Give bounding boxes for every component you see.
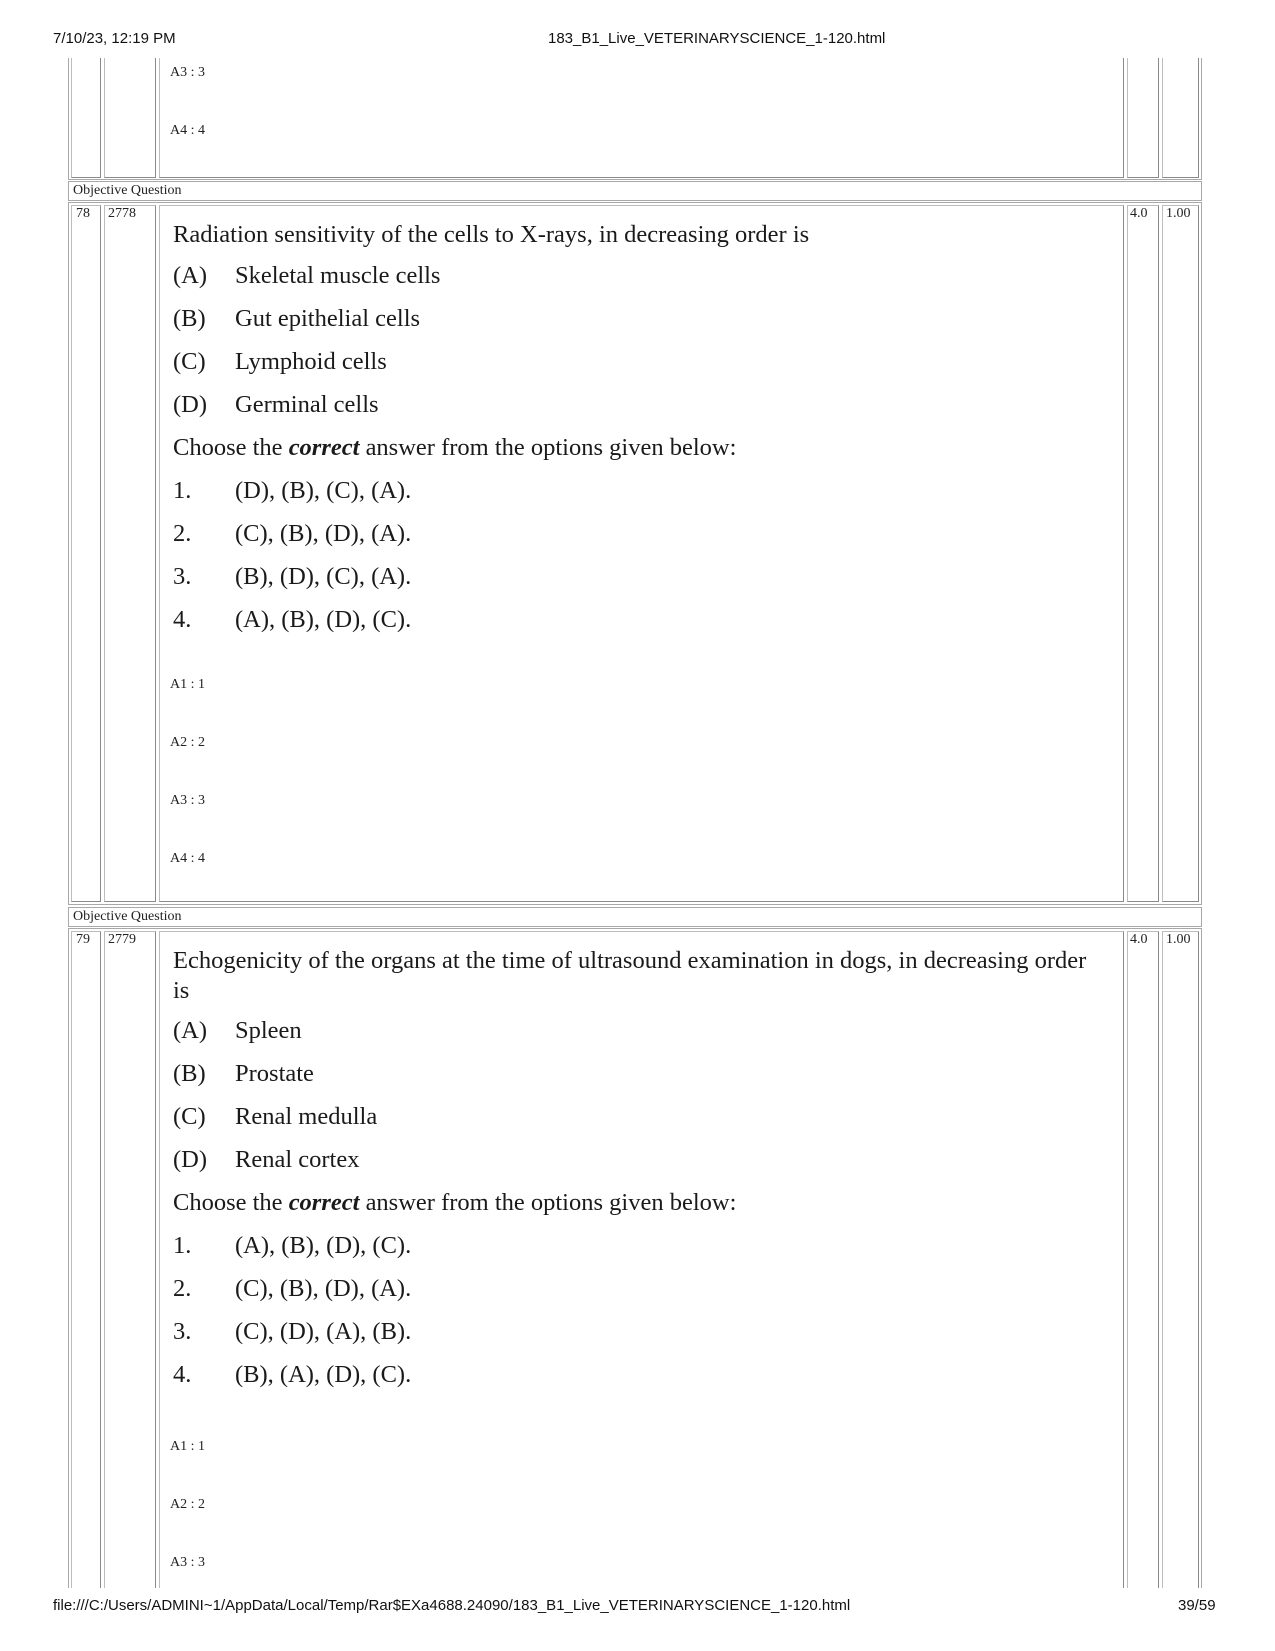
question-type-label: Objective Question — [73, 909, 182, 924]
answer-key-1: A1 : 1 — [170, 677, 205, 692]
choose-text-post: answer from the options given below: — [359, 1189, 737, 1216]
question-marks-cell — [1127, 931, 1159, 1588]
print-datetime: 7/10/23, 12:19 PM — [53, 30, 176, 47]
choose-text-post: answer from the options given below: — [359, 434, 737, 461]
statement-text: Germinal cells — [235, 391, 379, 418]
statement-label: (C) — [173, 348, 206, 375]
question-marks: 4.0 — [1130, 932, 1148, 947]
answer-option — [173, 606, 411, 634]
statement-text: Renal medulla — [235, 1103, 378, 1130]
statement-item — [173, 1146, 360, 1174]
statement-item — [173, 305, 420, 333]
statement-label: (C) — [173, 1103, 206, 1130]
statement-text: Spleen — [235, 1017, 302, 1044]
previous-marks-cell — [1127, 58, 1159, 178]
answer-key-2: A2 : 2 — [170, 735, 205, 750]
question-negative-marks: 1.00 — [1166, 932, 1191, 947]
choose-instruction — [173, 434, 736, 462]
answer-option — [173, 520, 411, 548]
question-number-cell — [71, 205, 101, 902]
statement-item — [173, 262, 440, 290]
question-id-cell — [104, 931, 156, 1588]
option-text: (B), (D), (C), (A). — [235, 563, 412, 590]
choose-text-emphasis: correct — [288, 434, 360, 461]
answer-option — [173, 477, 411, 505]
choose-text-pre: Choose the — [173, 434, 289, 461]
print-file-path: file:///C:/Users/ADMINI~1/AppData/Local/Temp/Rar$EXa4688.24090/183_B1_Live_VETERINARYSCIENCE_1-120.html — [53, 1597, 851, 1614]
answer-option — [173, 1232, 411, 1260]
option-text: (A), (B), (D), (C). — [235, 606, 412, 633]
previous-negative-cell — [1162, 58, 1199, 178]
question-number-cell — [71, 931, 101, 1588]
question-id-cell — [104, 205, 156, 902]
question-negative-marks: 1.00 — [1166, 206, 1191, 221]
statement-text: Lymphoid cells — [235, 348, 387, 375]
question-number: 79 — [76, 932, 90, 947]
statement-item — [173, 1060, 314, 1088]
previous-content-cell — [159, 58, 1124, 178]
statement-label: (A) — [173, 1017, 208, 1044]
statement-text: Gut epithelial cells — [235, 305, 421, 332]
option-label: 4. — [173, 1361, 192, 1388]
choose-instruction — [173, 1189, 736, 1217]
statement-label: (D) — [173, 391, 208, 418]
option-label: 3. — [173, 1318, 192, 1345]
question-text: Echogenicity of the organs at the time of ultrasound examination in dogs, in decreasing order is — [173, 947, 1087, 1004]
choose-text-pre: Choose the — [173, 1189, 289, 1216]
question-marks-cell — [1127, 205, 1159, 902]
statement-item — [173, 348, 387, 376]
print-title: 183_B1_Live_VETERINARYSCIENCE_1-120.html — [548, 30, 886, 47]
question-id: 2778 — [108, 206, 136, 221]
option-label: 2. — [173, 520, 192, 547]
answer-key-4: A4 : 4 — [170, 851, 205, 866]
statement-text: Renal cortex — [235, 1146, 360, 1173]
option-text: (C), (B), (D), (A). — [235, 520, 412, 547]
question-negative-cell — [1162, 205, 1199, 902]
statement-item — [173, 1103, 377, 1131]
statement-label: (D) — [173, 1146, 208, 1173]
question-type-label: Objective Question — [73, 183, 182, 198]
answer-key-1: A1 : 1 — [170, 1439, 205, 1454]
answer-key-3: A3 : 3 — [170, 793, 205, 808]
statement-label: (B) — [173, 305, 206, 332]
option-text: (C), (B), (D), (A). — [235, 1275, 412, 1302]
question-79-header-table — [68, 907, 1202, 927]
answer-option — [173, 1275, 411, 1303]
answer-key-3: A3 : 3 — [170, 1555, 205, 1570]
print-page-number: 39/59 — [1178, 1597, 1216, 1614]
answer-option — [173, 1361, 411, 1389]
previous-number-cell — [71, 58, 101, 178]
option-label: 3. — [173, 563, 192, 590]
option-text: (B), (A), (D), (C). — [235, 1361, 412, 1388]
option-label: 1. — [173, 477, 192, 504]
option-label: 1. — [173, 1232, 192, 1259]
statement-text: Prostate — [235, 1060, 314, 1087]
previous-answer-4: A4 : 4 — [170, 123, 205, 138]
answer-option — [173, 563, 411, 591]
option-text: (D), (B), (C), (A). — [235, 477, 412, 504]
question-marks: 4.0 — [1130, 206, 1148, 221]
statement-text: Skeletal muscle cells — [235, 262, 441, 289]
statement-item — [173, 1017, 302, 1045]
question-number: 78 — [76, 206, 90, 221]
statement-item — [173, 391, 379, 419]
previous-answer-3: A3 : 3 — [170, 65, 205, 80]
option-label: 2. — [173, 1275, 192, 1302]
statement-label: (A) — [173, 262, 208, 289]
question-id: 2779 — [108, 932, 136, 947]
question-negative-cell — [1162, 931, 1199, 1588]
statement-label: (B) — [173, 1060, 206, 1087]
question-text: Radiation sensitivity of the cells to X-rays, in decreasing order is — [173, 221, 810, 248]
option-label: 4. — [173, 606, 192, 633]
answer-key-2: A2 : 2 — [170, 1497, 205, 1512]
question-78-header-table — [68, 181, 1202, 201]
option-text: (C), (D), (A), (B). — [235, 1318, 412, 1345]
previous-id-cell — [104, 58, 156, 178]
option-text: (A), (B), (D), (C). — [235, 1232, 412, 1259]
choose-text-emphasis: correct — [288, 1189, 360, 1216]
answer-option — [173, 1318, 411, 1346]
